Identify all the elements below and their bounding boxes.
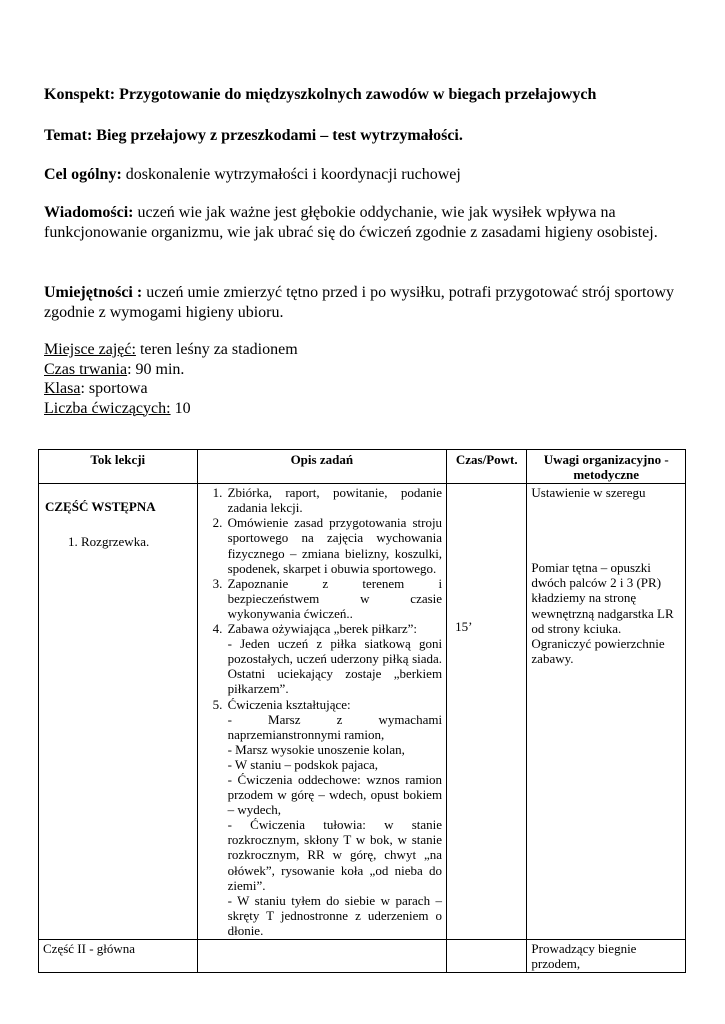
place-value: teren leśny za stadionem [135, 341, 298, 358]
header-czas: Czas/Powt. [447, 450, 527, 484]
header-uwagi: Uwagi organizacyjno - metodyczne [527, 450, 686, 484]
time-value: 15’ [455, 619, 473, 635]
section-cell [39, 484, 198, 940]
task-item [226, 697, 442, 939]
table-row [39, 940, 686, 973]
class-value: : sportowa [80, 380, 148, 397]
class-line [44, 379, 684, 399]
time-cell [447, 940, 527, 973]
task-item: 2. Omówienie zasad przygotowania stroju sportowego na zajęcia wychowania fizycznego – zmiana bielizny, koszulki, spodenek, skarpet i obuwia sportowego. [226, 515, 442, 575]
skills-text: uczeń umie zmierzyć tętno przed i po wysiłku, potrafi przygotować strój sportowy zgodnie z wymogami higieny ubioru. [44, 284, 675, 321]
exercise-detail: - Ćwiczenia oddechowe: wznos ramion przodem w górę – wdech, opust bokiem – wydech, [227, 771, 443, 818]
knowledge-text: uczeń wie jak ważne jest głębokie oddychanie, wie jak wysiłek wpływa na funkcjonowanie organizmu, wie jak ubrać się do ćwiczeń zgodnie z zasadami higieny osobistej. [44, 204, 658, 241]
document-title: Konspekt: Przygotowanie do międzyszkolnych zawodów w biegach przełajowych [44, 86, 597, 103]
general-goal-text: doskonalenie wytrzymałości i koordynacji ruchowej [121, 166, 461, 183]
duration-line [44, 360, 684, 380]
tasks-cell [197, 484, 446, 940]
task-item [226, 621, 442, 696]
knowledge-label: Wiadomości: [44, 204, 134, 221]
table-row [39, 484, 686, 940]
task-list [202, 485, 442, 938]
exercise-detail: - Marsz z wymachami naprzemianstronnymi ramion, [227, 711, 443, 742]
lesson-topic: Temat: Bieg przełajowy z przeszkodami – test wytrzymałości. [44, 127, 463, 144]
exercise-detail: - Ćwiczenia tułowia: w stanie rozkrocznym, skłony T w bok, w stanie rozkrocznym, RR w górę, chwyt „na ołówek”, rysowanie koła „od nieba do ziemi”. [227, 817, 443, 893]
participants-label: Liczba ćwiczących: [44, 399, 171, 417]
task-item-title: 4. Zabawa ożywiająca „berek piłkarz”: [227, 621, 418, 637]
table-header-row [39, 450, 686, 484]
lesson-info [44, 340, 684, 418]
notes-cell [527, 484, 686, 940]
duration-label: Czas trwania [44, 360, 128, 378]
task-item: 3. Zapoznanie z terenem i bezpieczeństwem w czasie wykonywania ćwiczeń.. [226, 576, 442, 621]
header-opis-zadan: Opis zadań [197, 450, 446, 484]
knowledge-goal [44, 203, 684, 243]
class-label: Klasa [44, 380, 81, 397]
place-line [44, 340, 684, 360]
place-label: Miejsce zajęć: [44, 341, 136, 358]
tasks-cell [197, 940, 446, 973]
task-item-title: 5. Ćwiczenia kształtujące: [227, 696, 351, 712]
section-subitem: 1. Rozgrzewka. [68, 534, 150, 550]
exercise-detail: - W staniu tyłem do siebie w parach – skręty T jednostronne z uderzeniem o dłonie. [227, 892, 443, 938]
participants-line [44, 399, 684, 419]
skills-goal [44, 283, 684, 323]
duration-value: : 90 min. [127, 360, 185, 378]
skills-label: Umiejętności : [44, 284, 143, 301]
header-tok-lekcji: Tok lekcji [39, 450, 198, 484]
note-formation: Ustawienie w szeregu [531, 485, 646, 501]
section-title: CZĘŚĆ WSTĘPNA [45, 499, 156, 515]
exercise-detail: - W staniu – podskok pajaca, [227, 756, 379, 772]
time-cell [447, 484, 527, 940]
notes-cell: Prowadzący biegnie przodem, [527, 940, 686, 973]
task-item-detail: - Jeden uczeń z piłka siatkową goni pozostałych, uczeń uderzony piłką siada. Ostatni uciekający zostaje „berkiem piłkarzem”. [227, 636, 443, 697]
general-goal-label: Cel ogólny: [44, 166, 122, 183]
task-item: 1. Zbiórka, raport, powitanie, podanie zadania lekcji. [226, 485, 442, 515]
general-goal [44, 165, 684, 185]
section-cell: Część II - główna [39, 940, 198, 973]
lesson-plan-table [38, 449, 686, 973]
participants-value: 10 [170, 399, 191, 417]
exercise-detail: - Marsz wysokie unoszenie kolan, [227, 741, 405, 757]
note-pulse: Pomiar tętna – opuszki dwóch palców 2 i 3 (PR) kładziemy na stronę wewnętrzną nadgarstka LR od strony kciuka. Ograniczyć powierzchnie zabawy. [531, 560, 674, 666]
